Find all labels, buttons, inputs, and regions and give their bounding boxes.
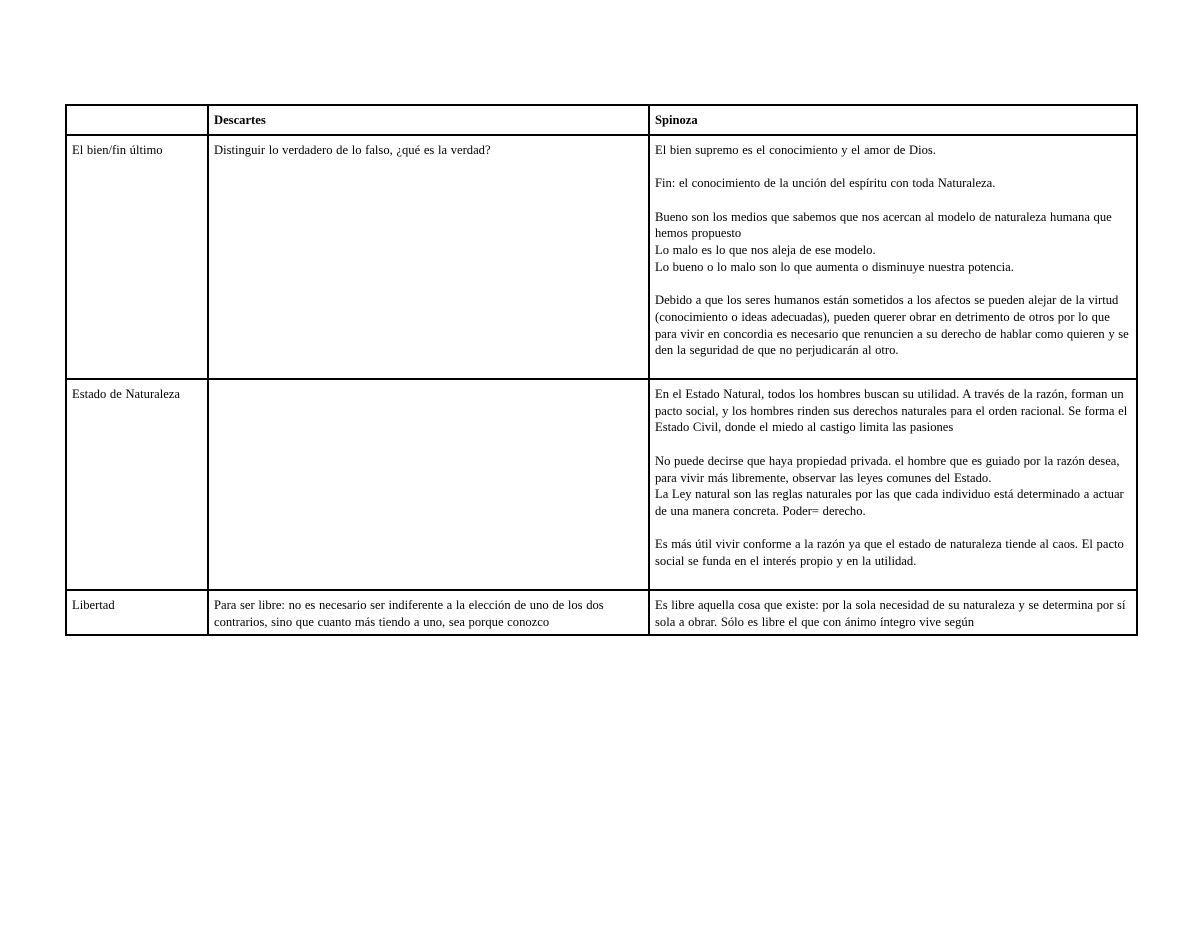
table-row-bien-fin — [66, 135, 1137, 379]
table-row-estado-naturaleza — [66, 379, 1137, 590]
row-label: Estado de Naturaleza — [66, 379, 208, 590]
header-cell-descartes: Descartes — [208, 105, 649, 135]
cell-paragraph: Fin: el conocimiento de la unción del espíritu con toda Naturaleza. — [655, 176, 996, 191]
table-header-row — [66, 105, 1137, 135]
cell-paragraph: Distinguir lo verdadero de lo falso, ¿qué es la verdad? — [214, 143, 491, 157]
row-label: El bien/fin último — [66, 135, 208, 379]
cell-paragraph: Bueno son los medios que sabemos que nos acercan al modelo de naturaleza humana que hemos propuesto Lo malo es lo que nos aleja de ese modelo. Lo bueno o lo malo son lo que aumenta o disminuye nuestra potencia. — [655, 209, 1112, 274]
comparison-table — [65, 104, 1138, 636]
cell-paragraph: Es libre aquella cosa que existe: por la sola necesidad de su naturaleza y se determina por sí sola a obrar. Sólo es libre el que con ánimo íntegro vive según — [655, 598, 1126, 629]
cell-paragraph: No puede decirse que haya propiedad privada. el hombre que es guiado por la razón desea, para vivir más libremente, observar las leyes comunes del Estado. La Ley natural son las reglas naturales por las que cada individuo está determinado a actuar de una manera concreta. Poder= derecho. — [655, 453, 1124, 518]
spinoza-cell — [649, 590, 1137, 635]
cell-paragraph: Debido a que los seres humanos están sometidos a los afectos se pueden alejar de la virtud (conocimiento o ideas adecuadas), pueden querer obrar en detrimento de otros por lo que para vivir en concordia es necesario que renuncien a su derecho de hablar como quieren y se den la seguridad de que no perjudicarán al otro. — [655, 293, 1129, 358]
header-cell-empty — [66, 105, 208, 135]
spinoza-cell — [649, 379, 1137, 590]
cell-paragraph: Es más útil vivir conforme a la razón ya que el estado de naturaleza tiende al caos. El pacto social se funda en el interés propio y en la utilidad. — [655, 537, 1124, 568]
cell-paragraph: En el Estado Natural, todos los hombres buscan su utilidad. A través de la razón, forman un pacto social, y los hombres rinden sus derechos naturales para el orden racional. Se forma el Estado Civil, donde el miedo al castigo limita las pasiones — [655, 387, 1128, 435]
header-cell-spinoza: Spinoza — [649, 105, 1137, 135]
descartes-cell — [208, 135, 649, 379]
descartes-cell — [208, 379, 649, 590]
table-row-libertad — [66, 590, 1137, 635]
row-label: Libertad — [66, 590, 208, 635]
spinoza-cell — [649, 135, 1137, 379]
descartes-cell — [208, 590, 649, 635]
cell-paragraph: El bien supremo es el conocimiento y el amor de Dios. — [655, 143, 936, 157]
cell-paragraph: Para ser libre: no es necesario ser indiferente a la elección de uno de los dos contrarios, sino que cuanto más tiendo a uno, sea porque conozco — [214, 598, 604, 629]
